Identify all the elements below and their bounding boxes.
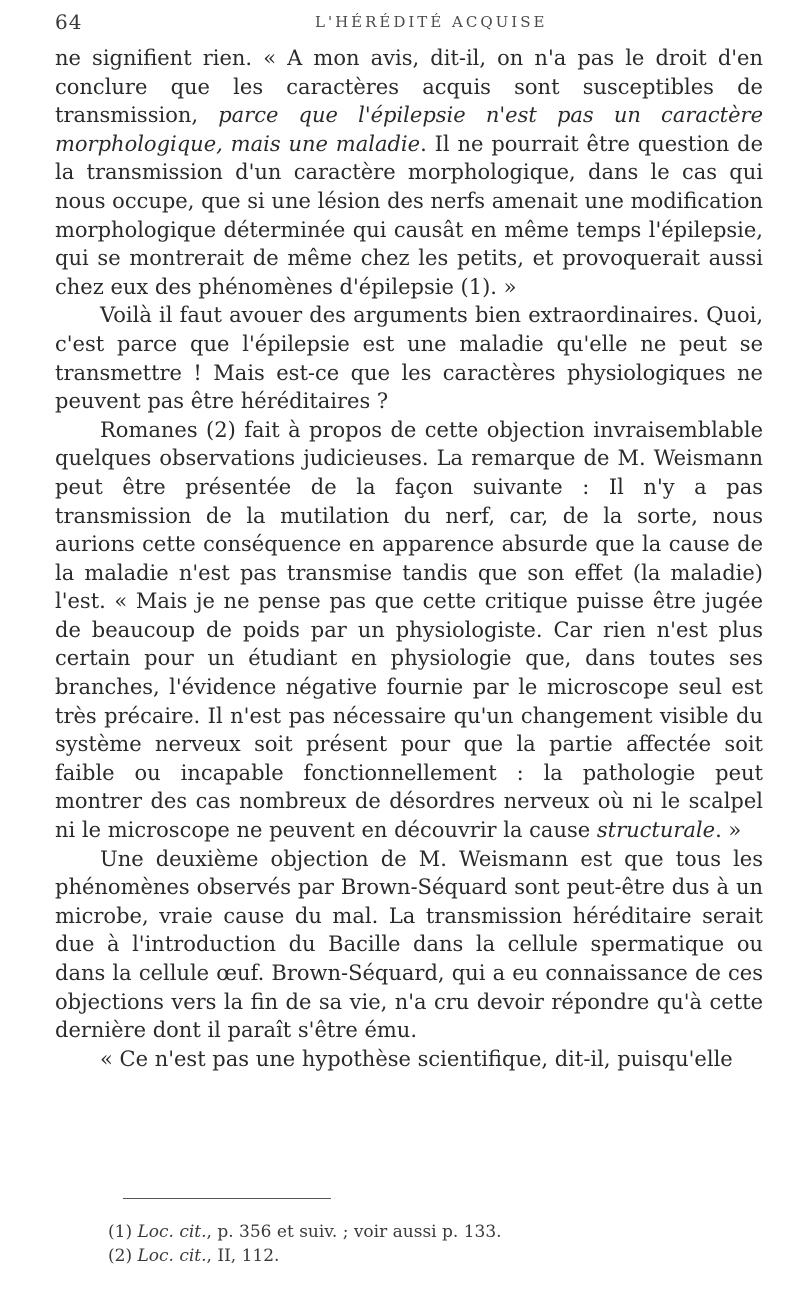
page-number: 64 (55, 10, 83, 34)
text-run: Romanes (2) fait à propos de cette objection invraisemblable quelques observations judicieuses. La remarque de M. Weismann peut être présentée de la façon suivante : Il n'y a pas transmission de la mutilation du nerf, car, de la sorte, nous aurions cette conséquence en apparence absurde que la cause de la maladie n'est pas transmise tandis que son effet (la maladie) l'est. « Mais je ne pense pas que cette critique puisse être jugée de beaucoup de poids par un physiologiste. Car rien n'est plus certain pour un étudiant en physiologie que, dans toutes ses branches, l'évidence négative fournie par le microscope seul est très précaire. Il n'est pas nécessaire qu'un changement visible du système nerveux soit présent pour que la partie affectée soit faible ou incapable fonctionnellement : la pathologie peut montrer des cas nombreux de désordres nerveux où ni le scalpel ni le microscope ne peuvent en découvrir la cause (55, 417, 763, 843)
text-run: Une deuxième objection de M. Weismann est que tous les phénomènes observés par Brown-Séquard sont peut-être dus à un microbe, vraie cause du mal. La transmission héréditaire serait due à l'introduction du Bacille dans la cellule spermatique ou dans la cellule œuf. Brown-Séquard, qui a eu connaissance de ces objections vers la fin de sa vie, n'a cru devoir répondre qu'à cette dernière dont il paraît s'être ému. (55, 846, 763, 1043)
text-run: ne signifient rien. « A mon avis, dit-il, on n'a pas le droit d'en conclure que les caractères acquis sont susceptibles de transmission, (55, 46, 763, 128)
footnotes (108, 1220, 748, 1268)
footnote-text: , p. 356 et suiv. ; voir aussi p. 133. (206, 1222, 502, 1242)
paragraph (55, 301, 763, 415)
body-text (55, 44, 763, 1073)
paragraph (55, 416, 763, 845)
paragraph (55, 44, 763, 301)
text-run: . Il ne pourrait être question de la transmission d'un caractère morphologique, dans le cas qui nous occupe, que si une lésion des nerfs amenait une modification morphologique déterminée qui causât en même temps l'épilepsie, qui se montrerait de même chez les petits, et provoquerait aussi chez eux des phénomènes d'épilepsie (1). » (55, 131, 763, 299)
footnote-number: (2) (108, 1246, 133, 1266)
italic-text: parce que l'épilepsie n'est pas un caractère morphologique, mais une maladie (55, 103, 763, 156)
footnote-number: (1) (108, 1222, 133, 1242)
footnote-reference: Loc. cit. (137, 1222, 207, 1242)
footnote (108, 1220, 748, 1244)
italic-text: structurale (596, 818, 716, 843)
footnote-reference: Loc. cit. (137, 1246, 207, 1266)
text-run: « Ce n'est pas une hypothèse scientifique, dit-il, puisqu'elle (100, 1046, 733, 1071)
running-head: L'HÉRÉDITÉ ACQUISE (315, 13, 548, 31)
footnote (108, 1244, 748, 1268)
text-run: . » (715, 818, 742, 843)
footnote-text: , II, 112. (206, 1246, 280, 1266)
paragraph (55, 845, 763, 1045)
footnote-divider (123, 1198, 331, 1199)
page-header (55, 10, 755, 40)
paragraph (55, 1045, 763, 1074)
text-run: Voilà il faut avouer des arguments bien extraordinaires. Quoi, c'est parce que l'épilepsie est une maladie qu'elle ne peut se transmettre ! Mais est-ce que les caractères physiologiques ne peuvent pas être héréditaires ? (55, 303, 763, 414)
